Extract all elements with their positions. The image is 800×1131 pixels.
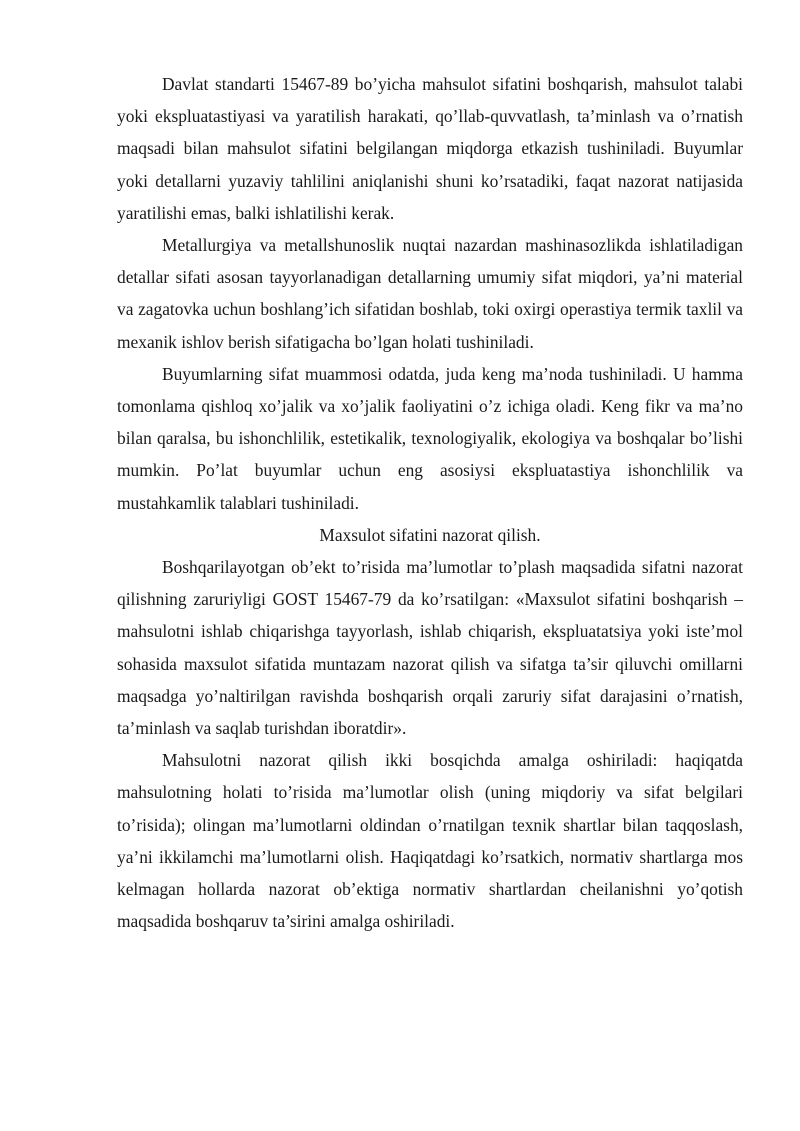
document-body [117, 68, 743, 937]
paragraph-metallurgy-quality: Metallurgiya va metallshunoslik nuqtai nazardan mashinasozlikda ishlatiladigan detallar sifati asosan tayyorlanadigan detallarning umumiy sifat miqdori, ya’ni material va zagatovka uchun boshlang’ich sifatidan boshlab, toki oxirgi operastiya termik taxlil va mexanik ishlov berish sifatigacha bo’lgan holati tushiniladi. [117, 235, 743, 352]
section-heading: Maxsulot sifatini nazorat qilish. [319, 524, 541, 545]
paragraph-quality-management-standard: Davlat standarti 15467-89 bo’yicha mahsulot sifatini boshqarish, mahsulot talabi yoki ekspluatastiyasi va yaratilish harakati, qo’llab-quvvatlash, ta’minlash va o’rnatish maqsadi bilan mahsulot sifatini belgilangan miqdorga etkazish tushiniladi. Buyumlar yoki detallarni yuzaviy tahlilini aniqlanishi shuni ko’rsatadiki, faqat nazorat natijasida yaratilishi emas, balki ishlatilishi kerak. [117, 74, 743, 223]
paragraph-gost-quality-control: Boshqarilayotgan ob’ekt to’risida ma’lumotlar to’plash maqsadida sifatni nazorat qilishning zaruriyligi GOST 15467-79 da ko’rsatilgan: «Maxsulot sifatini boshqarish – mahsulotni ishlab chiqarishga tayyorlash, ishlab chiqarish, ekspluatatsiya yoki iste’mol sohasida maxsulot sifatida muntazam nazorat qilish va sifatga ta’sir qiluvchi omillarni maqsadga yo’naltirilgan ravishda boshqarish orqali zaruriy sifat darajasini o’rnatish, ta’minlash va saqlab turishdan iboratdir». [117, 557, 743, 739]
paragraph-product-quality-problem: Buyumlarning sifat muammosi odatda, juda keng ma’noda tushiniladi. U hamma tomonlama qishloq xo’jalik va xo’jalik faoliyatini o’z ichiga oladi. Keng fikr va ma’no bilan qaralsa, bu ishonchlilik, estetikalik, texnologiyalik, ekologiya va boshqalar bo’lishi mumkin. Po’lat buyumlar uchun eng asosiysi ekspluatastiya ishonchlilik va mustahkamlik talablari tushiniladi. [117, 363, 743, 513]
paragraph-two-stage-control: Mahsulotni nazorat qilish ikki bosqichda amalga oshiriladi: haqiqatda mahsulotning holati to’risida ma’lumotlar olish (uning miqdoriy va sifat belgilari to’risida); olingan ma’lumotlarni oldindan o’rnatilgan texnik shartlar bilan taqqoslash, ya’ni ikkilamchi ma’lumotlarni olish. Haqiqatdagi ko’rsatkich, normativ shartlarga mos kelmagan hollarda nazorat ob’ektiga normativ shartlardan cheilanishni yo’qotish maqsadida boshqaruv ta’sirini amalga oshiriladi. [117, 750, 743, 932]
